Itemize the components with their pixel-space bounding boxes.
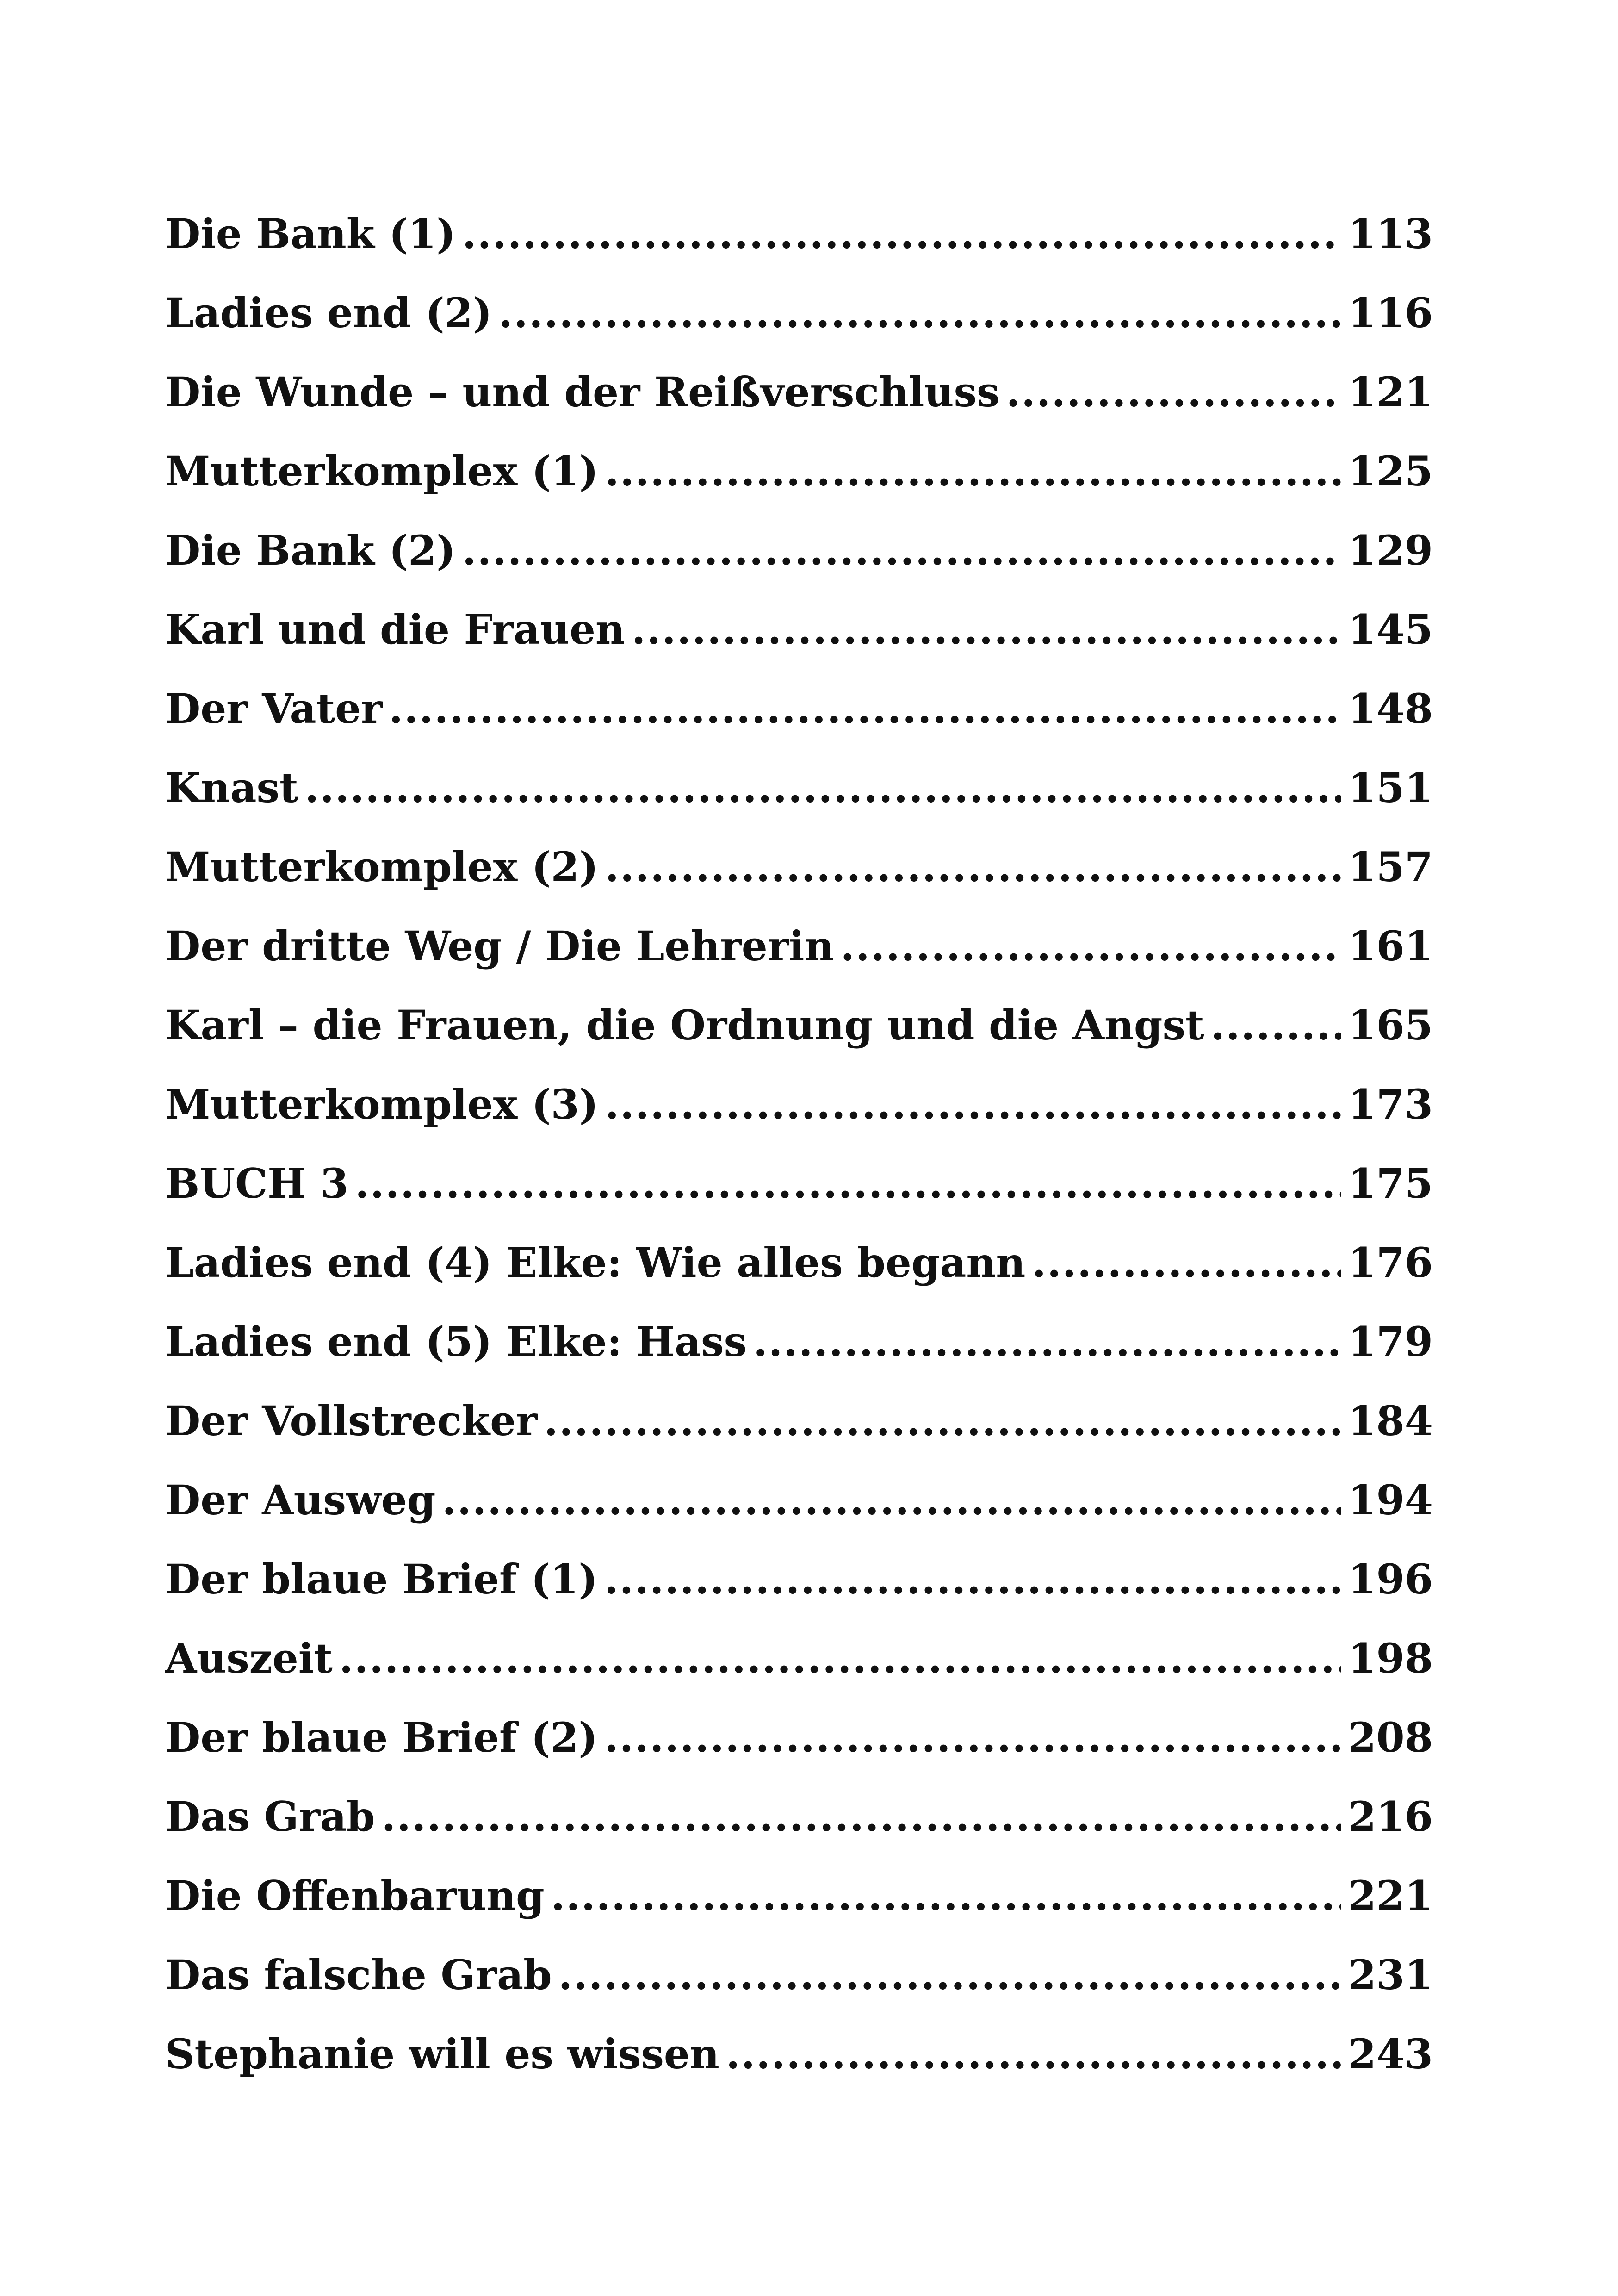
toc-entry-title: Die Bank (1) (165, 210, 456, 258)
toc-entry-title: Der Vater (165, 684, 383, 733)
toc-entry-title: Der Vollstrecker (165, 1397, 538, 1445)
toc-page-number: 176 (1348, 1238, 1433, 1287)
toc-dot-leader (544, 1381, 1342, 1461)
toc-page-number: 173 (1348, 1080, 1433, 1128)
toc-entry[interactable] (165, 986, 1433, 1065)
toc-dot-leader (339, 1619, 1341, 1698)
toc-entry-title: Ladies end (5) Elke: Hass (165, 1318, 747, 1366)
toc-page-number: 231 (1348, 1951, 1433, 1999)
toc-dot-leader (1006, 353, 1342, 432)
toc-dot-leader (442, 1461, 1341, 1540)
toc-entry[interactable] (165, 1144, 1433, 1223)
toc-page-number: 121 (1348, 368, 1433, 416)
toc-entry[interactable] (165, 1461, 1433, 1540)
toc-page-number: 116 (1348, 289, 1433, 337)
toc-dot-leader (1211, 986, 1342, 1065)
toc-dot-leader (840, 907, 1341, 986)
table-of-contents (165, 194, 1433, 2094)
toc-page-number: 125 (1348, 447, 1433, 495)
toc-page-number: 129 (1348, 526, 1433, 574)
toc-entry-title: Der Ausweg (165, 1476, 436, 1524)
toc-entry-title: Das Grab (165, 1792, 375, 1841)
toc-entry-title: Die Bank (2) (165, 526, 456, 574)
toc-dot-leader (355, 1144, 1341, 1223)
toc-entry-title: Der dritte Weg / Die Lehrerin (165, 922, 834, 970)
toc-dot-leader (551, 1856, 1342, 1935)
toc-entry[interactable] (165, 907, 1433, 986)
toc-entry[interactable] (165, 274, 1433, 353)
toc-dot-leader (753, 1302, 1341, 1381)
toc-entry-title: Mutterkomplex (2) (165, 843, 599, 891)
toc-page-number: 208 (1348, 1713, 1433, 1761)
toc-entry-title: Stephanie will es wissen (165, 2030, 719, 2078)
toc-page-number: 243 (1348, 2030, 1433, 2078)
toc-dot-leader (726, 2015, 1341, 2094)
toc-entry[interactable] (165, 1619, 1433, 1698)
toc-dot-leader (462, 194, 1341, 274)
toc-entry-title: Mutterkomplex (1) (165, 447, 599, 495)
toc-entry-title: Auszeit (165, 1634, 333, 1682)
toc-entry[interactable] (165, 1065, 1433, 1144)
toc-entry-title: Mutterkomplex (3) (165, 1080, 599, 1128)
toc-entry-title: Das falsche Grab (165, 1951, 552, 1999)
toc-entry-title: BUCH 3 (165, 1159, 349, 1207)
toc-entry[interactable] (165, 1540, 1433, 1619)
toc-entry[interactable] (165, 1856, 1433, 1935)
toc-page-number: 198 (1348, 1634, 1433, 1682)
toc-entry[interactable] (165, 353, 1433, 432)
toc-entry-title: Der blaue Brief (1) (165, 1555, 598, 1603)
toc-entry-title: Karl und die Frauen (165, 605, 625, 653)
toc-page-number: 196 (1348, 1555, 1433, 1603)
toc-dot-leader (462, 511, 1341, 590)
toc-entry[interactable] (165, 1381, 1433, 1461)
toc-entry[interactable] (165, 1698, 1433, 1777)
toc-entry[interactable] (165, 432, 1433, 511)
toc-entry[interactable] (165, 748, 1433, 828)
toc-page-number: 148 (1348, 684, 1433, 733)
toc-entry[interactable] (165, 194, 1433, 274)
toc-entry[interactable] (165, 1935, 1433, 2015)
toc-page-number: 151 (1348, 764, 1433, 812)
toc-entry[interactable] (165, 669, 1433, 748)
toc-dot-leader (389, 669, 1342, 748)
toc-page-number: 161 (1348, 922, 1433, 970)
toc-dot-leader (499, 274, 1342, 353)
toc-dot-leader (605, 432, 1341, 511)
toc-page-number: 221 (1348, 1872, 1433, 1920)
toc-entry[interactable] (165, 828, 1433, 907)
toc-page-number: 113 (1348, 210, 1433, 258)
toc-dot-leader (604, 1540, 1341, 1619)
toc-entry-title: Ladies end (4) Elke: Wie alles begann (165, 1238, 1026, 1287)
toc-page-number: 179 (1348, 1318, 1433, 1366)
toc-dot-leader (605, 828, 1341, 907)
toc-dot-leader (305, 748, 1342, 828)
toc-entry-title: Ladies end (2) (165, 289, 492, 337)
toc-page-number: 157 (1348, 843, 1433, 891)
toc-dot-leader (605, 1065, 1341, 1144)
toc-page-number: 145 (1348, 605, 1433, 653)
toc-page-number: 216 (1348, 1792, 1433, 1841)
toc-entry-title: Knast (165, 764, 298, 812)
toc-entry[interactable] (165, 1777, 1433, 1856)
toc-entry-title: Die Offenbarung (165, 1872, 545, 1920)
toc-entry-title: Karl – die Frauen, die Ordnung und die Angst (165, 1001, 1204, 1049)
toc-entry[interactable] (165, 511, 1433, 590)
toc-page-number: 184 (1348, 1397, 1433, 1445)
toc-page-number: 165 (1348, 1001, 1433, 1049)
toc-page-number: 175 (1348, 1159, 1433, 1207)
toc-entry[interactable] (165, 2015, 1433, 2094)
toc-page-number: 194 (1348, 1476, 1433, 1524)
toc-dot-leader (632, 590, 1341, 669)
toc-entry[interactable] (165, 1223, 1433, 1302)
toc-entry[interactable] (165, 590, 1433, 669)
toc-entry-title: Der blaue Brief (2) (165, 1713, 598, 1761)
toc-entry[interactable] (165, 1302, 1433, 1381)
toc-dot-leader (558, 1935, 1342, 2015)
toc-entry-title: Die Wunde – und der Reißverschluss (165, 368, 1000, 416)
toc-dot-leader (1032, 1223, 1341, 1302)
toc-dot-leader (382, 1777, 1342, 1856)
toc-dot-leader (604, 1698, 1341, 1777)
